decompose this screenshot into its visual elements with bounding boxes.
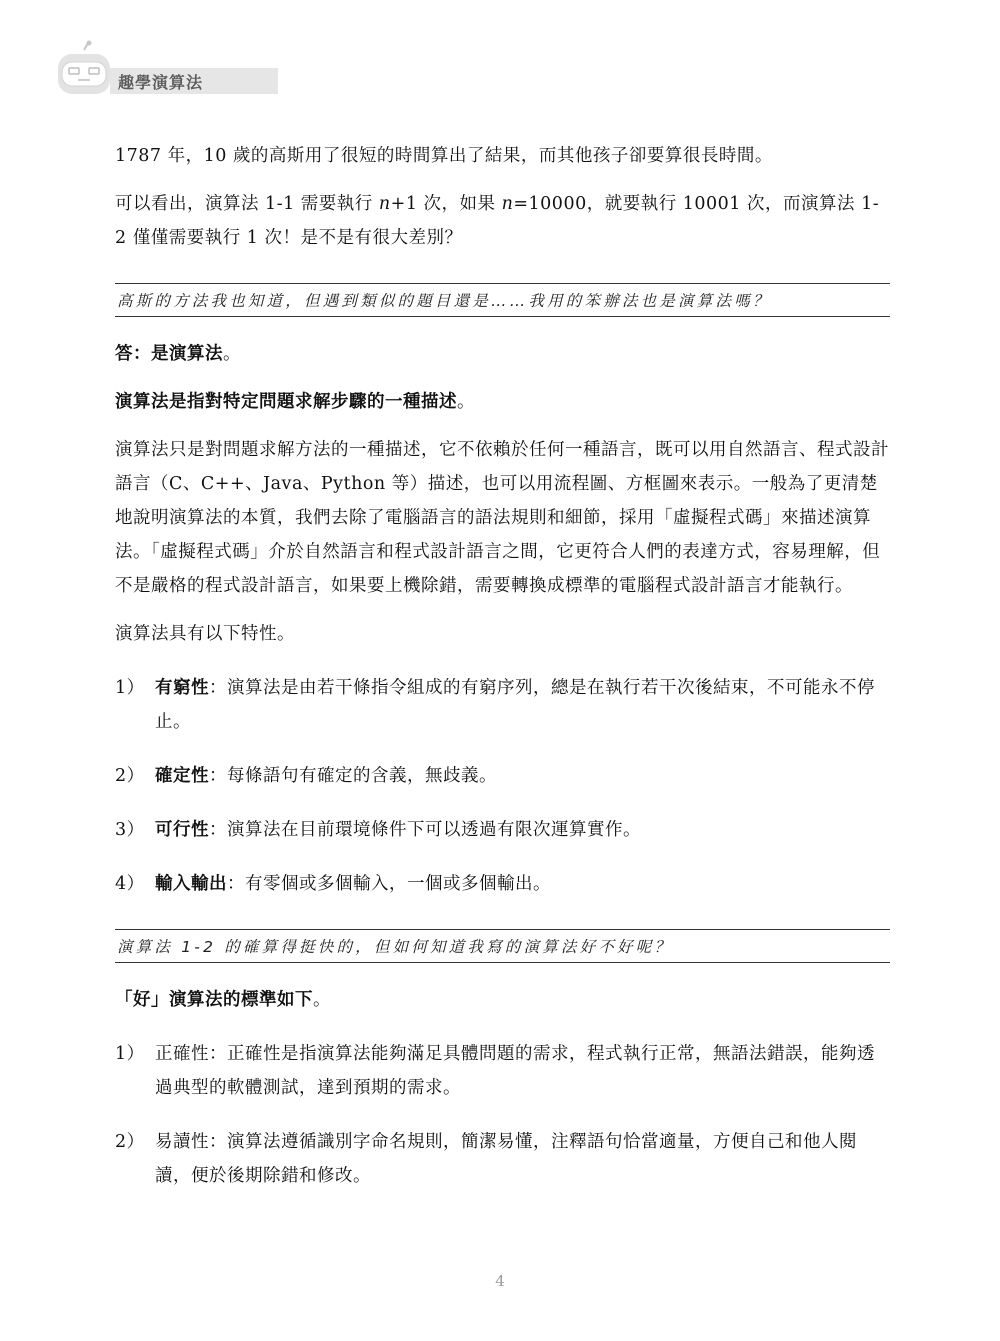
list-item: 4） 輸入輸出：有零個或多個輸入，一個或多個輸出。: [115, 874, 551, 894]
question-text: 演算法 1-2 的確算得挺快的，但如何知道我寫的演算法好不好呢？: [117, 938, 674, 956]
variable-n: n: [378, 194, 391, 214]
page-header: [54, 40, 234, 100]
list-item: 1） 有窮性：演算法是由若干條指令組成的有窮序列，總是在執行若干次後結束，不可能永不停止。: [115, 678, 875, 732]
paragraph-gauss: 1787 年，10 歲的高斯用了很短的時間算出了結果，而其他孩子卻要算很長時間。: [115, 146, 773, 166]
standard-line: 「好」演算法的標準如下。: [115, 990, 331, 1010]
list-item: 2） 確定性：每條語句有確定的含義，無歧義。: [115, 766, 497, 786]
paragraph-description: 演算法只是對問題求解方法的一種描述，它不依賴於任何一種語言，既可以用自然語言、程式設計語言（C、C++、Java、Python 等）描述，也可以用流程圖、方框圖來表示。一般為了更清楚地說明演算法的本質，我們去除了電腦語言的語法規則和細節，採用「虛擬程式碼」來描述演算法。「虛擬程式碼」介於自然語言和程式設計語言之間，它更符合人們的表達方式，容易理解，但不是嚴格的程式設計語言，如果要上機除錯，需要轉換成標準的電腦程式設計語言才能執行。: [115, 440, 889, 596]
paragraph-comparison: 可以看出，演算法 1-1 需要執行 n+1 次，如果 n=10000，就要執行 10001 次，而演算法 1-2 僅僅需要執行 1 次！是不是有很大差別？: [115, 194, 880, 248]
question-text: 高斯的方法我也知道，但遇到類似的題目還是……我用的笨辦法也是演算法嗎？: [117, 292, 772, 310]
question-box-2: [115, 929, 890, 963]
header-tab: [110, 68, 278, 94]
robot-icon: [54, 40, 114, 100]
list-item: 1） 正確性：正確性是指演算法能夠滿足具體問題的需求，程式執行正常，無語法錯誤，能夠透過典型的軟體測試，達到預期的需求。: [115, 1044, 875, 1098]
book-title: 趣學演算法: [118, 72, 204, 92]
question-box-1: [115, 283, 890, 317]
page-number: 4: [495, 1272, 505, 1290]
page-content: [115, 139, 890, 1193]
answer-line: 答：是演算法。: [115, 344, 241, 364]
definition-line: 演算法是指對特定問題求解步驟的一種描述。: [115, 392, 475, 412]
features-intro: 演算法具有以下特性。: [115, 624, 295, 644]
variable-n: n: [501, 194, 514, 214]
list-item: 3） 可行性：演算法在目前環境條件下可以透過有限次運算實作。: [115, 820, 641, 840]
list-item: 2） 易讀性：演算法遵循識別字命名規則，簡潔易懂，注釋語句恰當適量，方便自己和他人閱讀，便於後期除錯和修改。: [115, 1132, 857, 1186]
